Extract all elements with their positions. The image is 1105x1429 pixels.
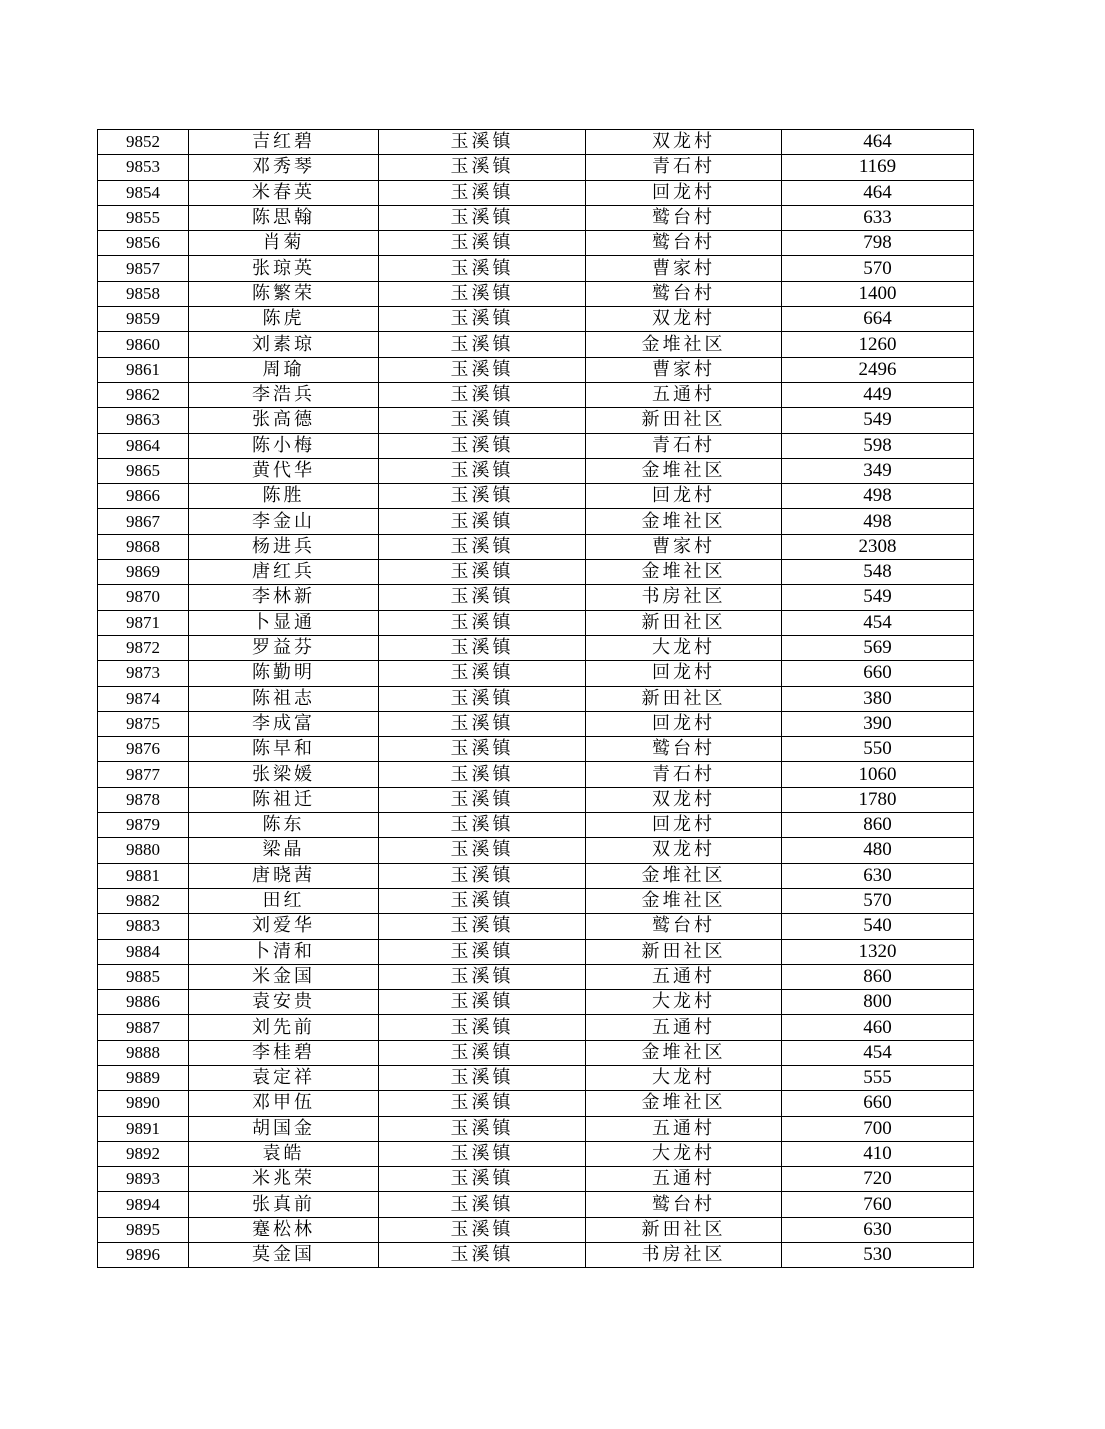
- row-number-cell: 9860: [98, 332, 189, 357]
- town-cell: 玉溪镇: [379, 130, 586, 155]
- name-cell: 肖菊: [189, 231, 379, 256]
- amount-cell: 2308: [782, 534, 974, 559]
- table-row: [98, 661, 974, 686]
- amount-cell: 555: [782, 1065, 974, 1090]
- table-row: [98, 1065, 974, 1090]
- amount-cell: 480: [782, 838, 974, 863]
- table-row: [98, 1091, 974, 1116]
- name-cell: 袁安贵: [189, 990, 379, 1015]
- name-cell: 田红: [189, 888, 379, 913]
- name-cell: 陈东: [189, 813, 379, 838]
- name-cell: 唐晓茜: [189, 863, 379, 888]
- town-cell: 玉溪镇: [379, 610, 586, 635]
- row-number-cell: 9884: [98, 939, 189, 964]
- amount-cell: 454: [782, 610, 974, 635]
- town-cell: 玉溪镇: [379, 1243, 586, 1268]
- row-number-cell: 9855: [98, 205, 189, 230]
- town-cell: 玉溪镇: [379, 863, 586, 888]
- village-cell: 鹫台村: [586, 1192, 782, 1217]
- name-cell: 张高德: [189, 408, 379, 433]
- name-cell: 陈思翰: [189, 205, 379, 230]
- town-cell: 玉溪镇: [379, 1167, 586, 1192]
- town-cell: 玉溪镇: [379, 534, 586, 559]
- row-number-cell: 9868: [98, 534, 189, 559]
- town-cell: 玉溪镇: [379, 382, 586, 407]
- village-cell: 金堆社区: [586, 509, 782, 534]
- town-cell: 玉溪镇: [379, 813, 586, 838]
- name-cell: 袁定祥: [189, 1065, 379, 1090]
- table-row: [98, 888, 974, 913]
- table-row: [98, 964, 974, 989]
- name-cell: 陈祖志: [189, 686, 379, 711]
- table-row: [98, 130, 974, 155]
- roster-table: [97, 129, 974, 1268]
- row-number-cell: 9859: [98, 307, 189, 332]
- village-cell: 双龙村: [586, 307, 782, 332]
- name-cell: 卜清和: [189, 939, 379, 964]
- village-cell: 金堆社区: [586, 863, 782, 888]
- table-row: [98, 762, 974, 787]
- amount-cell: 2496: [782, 357, 974, 382]
- name-cell: 刘素琼: [189, 332, 379, 357]
- table-row: [98, 256, 974, 281]
- town-cell: 玉溪镇: [379, 509, 586, 534]
- village-cell: 大龙村: [586, 990, 782, 1015]
- row-number-cell: 9876: [98, 737, 189, 762]
- town-cell: 玉溪镇: [379, 1116, 586, 1141]
- amount-cell: 530: [782, 1243, 974, 1268]
- row-number-cell: 9853: [98, 155, 189, 180]
- town-cell: 玉溪镇: [379, 711, 586, 736]
- town-cell: 玉溪镇: [379, 1065, 586, 1090]
- village-cell: 五通村: [586, 382, 782, 407]
- name-cell: 邓秀琴: [189, 155, 379, 180]
- row-number-cell: 9856: [98, 231, 189, 256]
- amount-cell: 548: [782, 560, 974, 585]
- village-cell: 曹家村: [586, 534, 782, 559]
- name-cell: 米金国: [189, 964, 379, 989]
- town-cell: 玉溪镇: [379, 1091, 586, 1116]
- town-cell: 玉溪镇: [379, 433, 586, 458]
- name-cell: 张琼英: [189, 256, 379, 281]
- row-number-cell: 9863: [98, 408, 189, 433]
- row-number-cell: 9890: [98, 1091, 189, 1116]
- row-number-cell: 9874: [98, 686, 189, 711]
- name-cell: 邓甲伍: [189, 1091, 379, 1116]
- village-cell: 新田社区: [586, 610, 782, 635]
- amount-cell: 1169: [782, 155, 974, 180]
- row-number-cell: 9882: [98, 888, 189, 913]
- row-number-cell: 9875: [98, 711, 189, 736]
- amount-cell: 570: [782, 256, 974, 281]
- town-cell: 玉溪镇: [379, 1141, 586, 1166]
- table-row: [98, 990, 974, 1015]
- name-cell: 胡国金: [189, 1116, 379, 1141]
- amount-cell: 464: [782, 130, 974, 155]
- row-number-cell: 9873: [98, 661, 189, 686]
- village-cell: 五通村: [586, 964, 782, 989]
- town-cell: 玉溪镇: [379, 762, 586, 787]
- name-cell: 袁皓: [189, 1141, 379, 1166]
- amount-cell: 860: [782, 964, 974, 989]
- town-cell: 玉溪镇: [379, 357, 586, 382]
- name-cell: 李林新: [189, 585, 379, 610]
- table-row: [98, 914, 974, 939]
- table-row: [98, 408, 974, 433]
- name-cell: 莫金国: [189, 1243, 379, 1268]
- table-row: [98, 737, 974, 762]
- row-number-cell: 9881: [98, 863, 189, 888]
- town-cell: 玉溪镇: [379, 155, 586, 180]
- village-cell: 金堆社区: [586, 560, 782, 585]
- table-row: [98, 610, 974, 635]
- table-row: [98, 458, 974, 483]
- amount-cell: 860: [782, 813, 974, 838]
- table-row: [98, 307, 974, 332]
- village-cell: 金堆社区: [586, 458, 782, 483]
- name-cell: 陈胜: [189, 484, 379, 509]
- village-cell: 书房社区: [586, 585, 782, 610]
- name-cell: 吉红碧: [189, 130, 379, 155]
- amount-cell: 349: [782, 458, 974, 483]
- town-cell: 玉溪镇: [379, 180, 586, 205]
- name-cell: 李浩兵: [189, 382, 379, 407]
- row-number-cell: 9895: [98, 1217, 189, 1242]
- town-cell: 玉溪镇: [379, 661, 586, 686]
- row-number-cell: 9877: [98, 762, 189, 787]
- table-row: [98, 1141, 974, 1166]
- town-cell: 玉溪镇: [379, 408, 586, 433]
- table-row: [98, 1167, 974, 1192]
- amount-cell: 498: [782, 484, 974, 509]
- name-cell: 米春英: [189, 180, 379, 205]
- row-number-cell: 9861: [98, 357, 189, 382]
- row-number-cell: 9871: [98, 610, 189, 635]
- row-number-cell: 9878: [98, 787, 189, 812]
- table-row: [98, 560, 974, 585]
- village-cell: 双龙村: [586, 130, 782, 155]
- row-number-cell: 9885: [98, 964, 189, 989]
- amount-cell: 664: [782, 307, 974, 332]
- name-cell: 梁晶: [189, 838, 379, 863]
- village-cell: 双龙村: [586, 838, 782, 863]
- table-row: [98, 180, 974, 205]
- amount-cell: 464: [782, 180, 974, 205]
- village-cell: 回龙村: [586, 484, 782, 509]
- name-cell: 刘爱华: [189, 914, 379, 939]
- name-cell: 卜显通: [189, 610, 379, 635]
- town-cell: 玉溪镇: [379, 205, 586, 230]
- village-cell: 大龙村: [586, 1065, 782, 1090]
- village-cell: 鹫台村: [586, 737, 782, 762]
- table-row: [98, 382, 974, 407]
- town-cell: 玉溪镇: [379, 1040, 586, 1065]
- table-row: [98, 711, 974, 736]
- town-cell: 玉溪镇: [379, 1217, 586, 1242]
- table-row: [98, 813, 974, 838]
- row-number-cell: 9894: [98, 1192, 189, 1217]
- town-cell: 玉溪镇: [379, 458, 586, 483]
- amount-cell: 454: [782, 1040, 974, 1065]
- village-cell: 回龙村: [586, 661, 782, 686]
- amount-cell: 1780: [782, 787, 974, 812]
- amount-cell: 410: [782, 1141, 974, 1166]
- table-row: [98, 484, 974, 509]
- table-row: [98, 635, 974, 660]
- amount-cell: 660: [782, 661, 974, 686]
- table-row: [98, 332, 974, 357]
- town-cell: 玉溪镇: [379, 560, 586, 585]
- village-cell: 金堆社区: [586, 1091, 782, 1116]
- table-row: [98, 1217, 974, 1242]
- town-cell: 玉溪镇: [379, 635, 586, 660]
- row-number-cell: 9887: [98, 1015, 189, 1040]
- name-cell: 李成富: [189, 711, 379, 736]
- row-number-cell: 9889: [98, 1065, 189, 1090]
- village-cell: 金堆社区: [586, 332, 782, 357]
- table-row: [98, 939, 974, 964]
- table-row: [98, 534, 974, 559]
- table-row: [98, 787, 974, 812]
- town-cell: 玉溪镇: [379, 888, 586, 913]
- name-cell: 黄代华: [189, 458, 379, 483]
- name-cell: 陈小梅: [189, 433, 379, 458]
- village-cell: 新田社区: [586, 686, 782, 711]
- name-cell: 陈虎: [189, 307, 379, 332]
- row-number-cell: 9872: [98, 635, 189, 660]
- table-row: [98, 1192, 974, 1217]
- village-cell: 双龙村: [586, 787, 782, 812]
- village-cell: 青石村: [586, 762, 782, 787]
- table-row: [98, 838, 974, 863]
- town-cell: 玉溪镇: [379, 231, 586, 256]
- village-cell: 五通村: [586, 1116, 782, 1141]
- name-cell: 米兆荣: [189, 1167, 379, 1192]
- town-cell: 玉溪镇: [379, 914, 586, 939]
- town-cell: 玉溪镇: [379, 1192, 586, 1217]
- town-cell: 玉溪镇: [379, 332, 586, 357]
- amount-cell: 1320: [782, 939, 974, 964]
- name-cell: 周瑜: [189, 357, 379, 382]
- village-cell: 新田社区: [586, 408, 782, 433]
- village-cell: 五通村: [586, 1015, 782, 1040]
- village-cell: 青石村: [586, 433, 782, 458]
- village-cell: 鹫台村: [586, 205, 782, 230]
- row-number-cell: 9893: [98, 1167, 189, 1192]
- name-cell: 唐红兵: [189, 560, 379, 585]
- village-cell: 五通村: [586, 1167, 782, 1192]
- amount-cell: 460: [782, 1015, 974, 1040]
- village-cell: 回龙村: [586, 813, 782, 838]
- name-cell: 杨进兵: [189, 534, 379, 559]
- town-cell: 玉溪镇: [379, 939, 586, 964]
- name-cell: 张真前: [189, 1192, 379, 1217]
- table-row: [98, 863, 974, 888]
- row-number-cell: 9870: [98, 585, 189, 610]
- row-number-cell: 9892: [98, 1141, 189, 1166]
- village-cell: 书房社区: [586, 1243, 782, 1268]
- row-number-cell: 9857: [98, 256, 189, 281]
- amount-cell: 449: [782, 382, 974, 407]
- town-cell: 玉溪镇: [379, 686, 586, 711]
- row-number-cell: 9864: [98, 433, 189, 458]
- amount-cell: 800: [782, 990, 974, 1015]
- village-cell: 金堆社区: [586, 1040, 782, 1065]
- table-row: [98, 1015, 974, 1040]
- name-cell: 陈繁荣: [189, 281, 379, 306]
- village-cell: 曹家村: [586, 256, 782, 281]
- amount-cell: 550: [782, 737, 974, 762]
- amount-cell: 1060: [782, 762, 974, 787]
- village-cell: 大龙村: [586, 635, 782, 660]
- row-number-cell: 9869: [98, 560, 189, 585]
- village-cell: 新田社区: [586, 939, 782, 964]
- amount-cell: 1260: [782, 332, 974, 357]
- town-cell: 玉溪镇: [379, 737, 586, 762]
- village-cell: 新田社区: [586, 1217, 782, 1242]
- amount-cell: 798: [782, 231, 974, 256]
- village-cell: 鹫台村: [586, 914, 782, 939]
- amount-cell: 540: [782, 914, 974, 939]
- amount-cell: 598: [782, 433, 974, 458]
- amount-cell: 569: [782, 635, 974, 660]
- row-number-cell: 9886: [98, 990, 189, 1015]
- name-cell: 李桂碧: [189, 1040, 379, 1065]
- row-number-cell: 9862: [98, 382, 189, 407]
- name-cell: 陈勤明: [189, 661, 379, 686]
- row-number-cell: 9865: [98, 458, 189, 483]
- town-cell: 玉溪镇: [379, 1015, 586, 1040]
- table-row: [98, 1040, 974, 1065]
- amount-cell: 390: [782, 711, 974, 736]
- name-cell: 张梁媛: [189, 762, 379, 787]
- table-row: [98, 231, 974, 256]
- village-cell: 回龙村: [586, 180, 782, 205]
- amount-cell: 380: [782, 686, 974, 711]
- amount-cell: 700: [782, 1116, 974, 1141]
- village-cell: 青石村: [586, 155, 782, 180]
- amount-cell: 633: [782, 205, 974, 230]
- village-cell: 鹫台村: [586, 281, 782, 306]
- table-row: [98, 433, 974, 458]
- table-row: [98, 1243, 974, 1268]
- row-number-cell: 9866: [98, 484, 189, 509]
- amount-cell: 549: [782, 585, 974, 610]
- name-cell: 罗益芬: [189, 635, 379, 660]
- town-cell: 玉溪镇: [379, 964, 586, 989]
- name-cell: 李金山: [189, 509, 379, 534]
- town-cell: 玉溪镇: [379, 281, 586, 306]
- row-number-cell: 9858: [98, 281, 189, 306]
- village-cell: 曹家村: [586, 357, 782, 382]
- town-cell: 玉溪镇: [379, 484, 586, 509]
- town-cell: 玉溪镇: [379, 787, 586, 812]
- table-row: [98, 1116, 974, 1141]
- amount-cell: 570: [782, 888, 974, 913]
- amount-cell: 549: [782, 408, 974, 433]
- amount-cell: 630: [782, 863, 974, 888]
- table-row: [98, 509, 974, 534]
- town-cell: 玉溪镇: [379, 307, 586, 332]
- amount-cell: 760: [782, 1192, 974, 1217]
- name-cell: 陈祖迁: [189, 787, 379, 812]
- name-cell: 蹇松林: [189, 1217, 379, 1242]
- amount-cell: 498: [782, 509, 974, 534]
- table-row: [98, 281, 974, 306]
- row-number-cell: 9891: [98, 1116, 189, 1141]
- row-number-cell: 9854: [98, 180, 189, 205]
- town-cell: 玉溪镇: [379, 990, 586, 1015]
- village-cell: 回龙村: [586, 711, 782, 736]
- amount-cell: 1400: [782, 281, 974, 306]
- table-row: [98, 205, 974, 230]
- table-row: [98, 155, 974, 180]
- town-cell: 玉溪镇: [379, 585, 586, 610]
- village-cell: 大龙村: [586, 1141, 782, 1166]
- roster-body: [98, 130, 974, 1268]
- row-number-cell: 9880: [98, 838, 189, 863]
- row-number-cell: 9852: [98, 130, 189, 155]
- table-row: [98, 686, 974, 711]
- row-number-cell: 9888: [98, 1040, 189, 1065]
- amount-cell: 630: [782, 1217, 974, 1242]
- village-cell: 金堆社区: [586, 888, 782, 913]
- town-cell: 玉溪镇: [379, 838, 586, 863]
- village-cell: 鹫台村: [586, 231, 782, 256]
- amount-cell: 720: [782, 1167, 974, 1192]
- row-number-cell: 9883: [98, 914, 189, 939]
- table-row: [98, 585, 974, 610]
- table-row: [98, 357, 974, 382]
- amount-cell: 660: [782, 1091, 974, 1116]
- row-number-cell: 9896: [98, 1243, 189, 1268]
- name-cell: 陈早和: [189, 737, 379, 762]
- row-number-cell: 9867: [98, 509, 189, 534]
- name-cell: 刘先前: [189, 1015, 379, 1040]
- row-number-cell: 9879: [98, 813, 189, 838]
- town-cell: 玉溪镇: [379, 256, 586, 281]
